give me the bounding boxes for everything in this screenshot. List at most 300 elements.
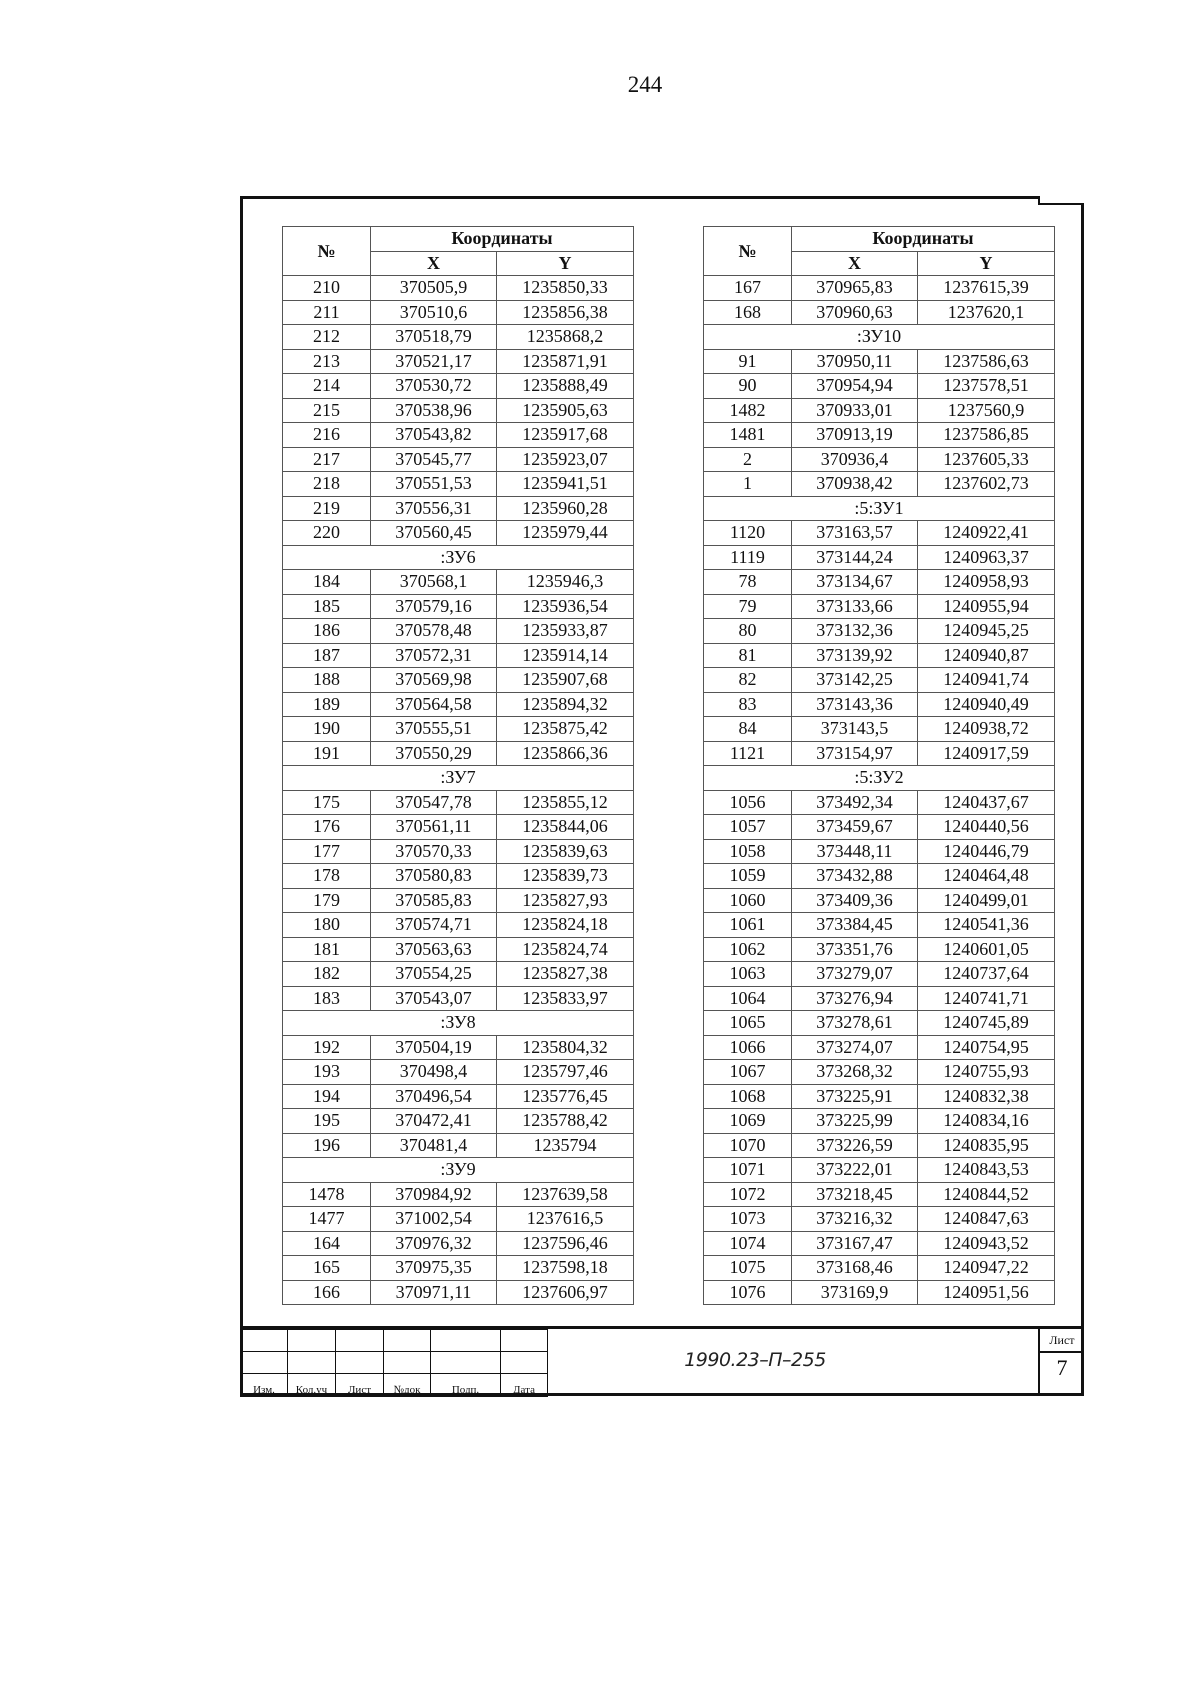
x-coordinate-cell: 370504,19 <box>371 1035 497 1060</box>
x-coordinate-cell: 373216,32 <box>792 1207 918 1232</box>
y-coordinate-cell: 1235917,68 <box>497 423 634 448</box>
point-number-cell: 81 <box>704 643 792 668</box>
coordinates-table-left <box>282 226 634 1305</box>
stamp-label-count: Кол.уч <box>288 1374 336 1397</box>
section-row <box>704 766 1055 791</box>
point-number-cell: 186 <box>283 619 371 644</box>
x-coordinate-cell: 373144,24 <box>792 545 918 570</box>
x-coordinate-cell: 370975,35 <box>371 1256 497 1281</box>
point-number-cell: 168 <box>704 300 792 325</box>
point-number-cell: 189 <box>283 692 371 717</box>
point-number-cell: 182 <box>283 962 371 987</box>
y-coordinate-cell: 1240844,52 <box>918 1182 1055 1207</box>
table-row <box>704 1158 1055 1183</box>
y-coordinate-cell: 1240832,38 <box>918 1084 1055 1109</box>
point-number-cell: 183 <box>283 986 371 1011</box>
table-row <box>283 790 634 815</box>
header-number: № <box>283 227 371 276</box>
x-coordinate-cell: 370579,16 <box>371 594 497 619</box>
point-number-cell: 1063 <box>704 962 792 987</box>
y-coordinate-cell: 1240945,25 <box>918 619 1055 644</box>
point-number-cell: 220 <box>283 521 371 546</box>
x-coordinate-cell: 370538,96 <box>371 398 497 423</box>
point-number-cell: 176 <box>283 815 371 840</box>
x-coordinate-cell: 373384,45 <box>792 913 918 938</box>
x-coordinate-cell: 370960,63 <box>792 300 918 325</box>
y-coordinate-cell: 1237586,63 <box>918 349 1055 374</box>
table-row <box>704 570 1055 595</box>
table-row <box>283 643 634 668</box>
point-number-cell: 1074 <box>704 1231 792 1256</box>
table-row <box>704 1280 1055 1305</box>
y-coordinate-cell: 1240741,71 <box>918 986 1055 1011</box>
point-number-cell: 210 <box>283 276 371 301</box>
y-coordinate-cell: 1235871,91 <box>497 349 634 374</box>
table-row <box>283 594 634 619</box>
table-row <box>704 423 1055 448</box>
x-coordinate-cell: 370568,1 <box>371 570 497 595</box>
table-row <box>704 1231 1055 1256</box>
y-coordinate-cell: 1235804,32 <box>497 1035 634 1060</box>
table-row <box>704 1084 1055 1109</box>
x-coordinate-cell: 370954,94 <box>792 374 918 399</box>
point-number-cell: 80 <box>704 619 792 644</box>
x-coordinate-cell: 373226,59 <box>792 1133 918 1158</box>
y-coordinate-cell: 1237615,39 <box>918 276 1055 301</box>
y-coordinate-cell: 1235850,33 <box>497 276 634 301</box>
x-coordinate-cell: 373139,92 <box>792 643 918 668</box>
y-coordinate-cell: 1235960,28 <box>497 496 634 521</box>
header-x: X <box>792 251 918 276</box>
y-coordinate-cell: 1235979,44 <box>497 521 634 546</box>
point-number-cell: 181 <box>283 937 371 962</box>
x-coordinate-cell: 370561,11 <box>371 815 497 840</box>
table-row <box>704 276 1055 301</box>
table-row <box>704 1060 1055 1085</box>
point-number-cell: 83 <box>704 692 792 717</box>
y-coordinate-cell: 1235797,46 <box>497 1060 634 1085</box>
table-row <box>704 594 1055 619</box>
x-coordinate-cell: 370950,11 <box>792 349 918 374</box>
point-number-cell: 1075 <box>704 1256 792 1281</box>
point-number-cell: 188 <box>283 668 371 693</box>
x-coordinate-cell: 370550,29 <box>371 741 497 766</box>
y-coordinate-cell: 1235907,68 <box>497 668 634 693</box>
point-number-cell: 211 <box>283 300 371 325</box>
point-number-cell: 1 <box>704 472 792 497</box>
table-row <box>283 521 634 546</box>
x-coordinate-cell: 373278,61 <box>792 1011 918 1036</box>
section-row <box>283 1158 634 1183</box>
y-coordinate-cell: 1240917,59 <box>918 741 1055 766</box>
table-row <box>704 447 1055 472</box>
y-coordinate-cell: 1235936,54 <box>497 594 634 619</box>
point-number-cell: 2 <box>704 447 792 472</box>
point-number-cell: 1070 <box>704 1133 792 1158</box>
section-label: :ЗУ7 <box>283 766 634 791</box>
y-coordinate-cell: 1235833,97 <box>497 986 634 1011</box>
point-number-cell: 165 <box>283 1256 371 1281</box>
point-number-cell: 194 <box>283 1084 371 1109</box>
point-number-cell: 167 <box>704 276 792 301</box>
x-coordinate-cell: 373225,91 <box>792 1084 918 1109</box>
section-row <box>704 496 1055 521</box>
y-coordinate-cell: 1240745,89 <box>918 1011 1055 1036</box>
y-coordinate-cell: 1240440,56 <box>918 815 1055 840</box>
y-coordinate-cell: 1237605,33 <box>918 447 1055 472</box>
y-coordinate-cell: 1235827,38 <box>497 962 634 987</box>
point-number-cell: 1481 <box>704 423 792 448</box>
y-coordinate-cell: 1237616,5 <box>497 1207 634 1232</box>
table-row <box>704 790 1055 815</box>
x-coordinate-cell: 370976,32 <box>371 1231 497 1256</box>
table-row <box>283 962 634 987</box>
table-row <box>704 962 1055 987</box>
point-number-cell: 1067 <box>704 1060 792 1085</box>
x-coordinate-cell: 373351,76 <box>792 937 918 962</box>
x-coordinate-cell: 370510,6 <box>371 300 497 325</box>
y-coordinate-cell: 1237586,85 <box>918 423 1055 448</box>
table-row <box>704 815 1055 840</box>
section-row <box>704 325 1055 350</box>
y-coordinate-cell: 1235888,49 <box>497 374 634 399</box>
y-coordinate-cell: 1240955,94 <box>918 594 1055 619</box>
x-coordinate-cell: 373132,36 <box>792 619 918 644</box>
y-coordinate-cell: 1240958,93 <box>918 570 1055 595</box>
sheet-number: 7 <box>1056 1355 1068 1380</box>
point-number-cell: 1477 <box>283 1207 371 1232</box>
point-number-cell: 1060 <box>704 888 792 913</box>
x-coordinate-cell: 370530,72 <box>371 374 497 399</box>
x-coordinate-cell: 370551,53 <box>371 472 497 497</box>
x-coordinate-cell: 370936,4 <box>792 447 918 472</box>
table-row <box>283 374 634 399</box>
y-coordinate-cell: 1235856,38 <box>497 300 634 325</box>
header-y: Y <box>497 251 634 276</box>
table-row <box>283 1256 634 1281</box>
y-coordinate-cell: 1235868,2 <box>497 325 634 350</box>
x-coordinate-cell: 370984,92 <box>371 1182 497 1207</box>
y-coordinate-cell: 1240834,16 <box>918 1109 1055 1134</box>
y-coordinate-cell: 1235844,06 <box>497 815 634 840</box>
x-coordinate-cell: 370572,31 <box>371 643 497 668</box>
table-row <box>283 1182 634 1207</box>
point-number-cell: 1061 <box>704 913 792 938</box>
table-body-right <box>704 276 1055 1305</box>
x-coordinate-cell: 370585,83 <box>371 888 497 913</box>
section-row <box>283 766 634 791</box>
section-row <box>283 1011 634 1036</box>
x-coordinate-cell: 370574,71 <box>371 913 497 938</box>
table-row <box>704 349 1055 374</box>
x-coordinate-cell: 370578,48 <box>371 619 497 644</box>
table-row <box>283 717 634 742</box>
table-row <box>704 472 1055 497</box>
point-number-cell: 1071 <box>704 1158 792 1183</box>
point-number-cell: 1059 <box>704 864 792 889</box>
table-row <box>704 1109 1055 1134</box>
x-coordinate-cell: 370555,51 <box>371 717 497 742</box>
table-row <box>283 496 634 521</box>
x-coordinate-cell: 370965,83 <box>792 276 918 301</box>
y-coordinate-cell: 1240938,72 <box>918 717 1055 742</box>
y-coordinate-cell: 1240835,95 <box>918 1133 1055 1158</box>
section-label: :ЗУ8 <box>283 1011 634 1036</box>
table-row <box>283 741 634 766</box>
sheet-box <box>1038 1329 1084 1396</box>
point-number-cell: 193 <box>283 1060 371 1085</box>
point-number-cell: 1062 <box>704 937 792 962</box>
point-number-cell: 180 <box>283 913 371 938</box>
table-row <box>283 815 634 840</box>
x-coordinate-cell: 370518,79 <box>371 325 497 350</box>
header-coordinates: Координаты <box>792 227 1055 252</box>
y-coordinate-cell: 1235894,32 <box>497 692 634 717</box>
y-coordinate-cell: 1235946,3 <box>497 570 634 595</box>
y-coordinate-cell: 1240940,87 <box>918 643 1055 668</box>
table-row <box>283 300 634 325</box>
table-row <box>283 325 634 350</box>
point-number-cell: 1076 <box>704 1280 792 1305</box>
point-number-cell: 219 <box>283 496 371 521</box>
x-coordinate-cell: 373268,32 <box>792 1060 918 1085</box>
x-coordinate-cell: 373459,67 <box>792 815 918 840</box>
x-coordinate-cell: 373169,9 <box>792 1280 918 1305</box>
point-number-cell: 1064 <box>704 986 792 1011</box>
stamp-label-sheet: Лист <box>336 1374 384 1397</box>
y-coordinate-cell: 1240922,41 <box>918 521 1055 546</box>
y-coordinate-cell: 1237598,18 <box>497 1256 634 1281</box>
x-coordinate-cell: 373143,5 <box>792 717 918 742</box>
y-coordinate-cell: 1235875,42 <box>497 717 634 742</box>
point-number-cell: 1121 <box>704 741 792 766</box>
x-coordinate-cell: 370913,19 <box>792 423 918 448</box>
table-row <box>704 864 1055 889</box>
table-row <box>283 1084 634 1109</box>
point-number-cell: 1069 <box>704 1109 792 1134</box>
table-row <box>283 570 634 595</box>
table-row <box>704 913 1055 938</box>
point-number-cell: 179 <box>283 888 371 913</box>
table-row <box>704 1035 1055 1060</box>
point-number-cell: 213 <box>283 349 371 374</box>
point-number-cell: 195 <box>283 1109 371 1134</box>
table-row <box>704 741 1055 766</box>
table-row <box>283 398 634 423</box>
x-coordinate-cell: 373167,47 <box>792 1231 918 1256</box>
point-number-cell: 191 <box>283 741 371 766</box>
table-row <box>283 913 634 938</box>
table-row <box>704 888 1055 913</box>
table-row <box>704 668 1055 693</box>
table-row <box>704 521 1055 546</box>
y-coordinate-cell: 1235788,42 <box>497 1109 634 1134</box>
table-row <box>283 888 634 913</box>
point-number-cell: 164 <box>283 1231 371 1256</box>
point-number-cell: 1119 <box>704 545 792 570</box>
point-number-cell: 1478 <box>283 1182 371 1207</box>
x-coordinate-cell: 370560,45 <box>371 521 497 546</box>
x-coordinate-cell: 373168,46 <box>792 1256 918 1281</box>
point-number-cell: 218 <box>283 472 371 497</box>
y-coordinate-cell: 1240947,22 <box>918 1256 1055 1281</box>
corner-mark <box>1038 196 1084 205</box>
revision-grid <box>240 1329 548 1397</box>
x-coordinate-cell: 370556,31 <box>371 496 497 521</box>
table-row <box>704 545 1055 570</box>
x-coordinate-cell: 370521,17 <box>371 349 497 374</box>
x-coordinate-cell: 370938,42 <box>792 472 918 497</box>
point-number-cell: 1482 <box>704 398 792 423</box>
x-coordinate-cell: 370481,4 <box>371 1133 497 1158</box>
x-coordinate-cell: 370498,4 <box>371 1060 497 1085</box>
x-coordinate-cell: 373218,45 <box>792 1182 918 1207</box>
table-row <box>283 276 634 301</box>
y-coordinate-cell: 1235794 <box>497 1133 634 1158</box>
section-row <box>283 545 634 570</box>
table-row <box>283 1133 634 1158</box>
point-number-cell: 1066 <box>704 1035 792 1060</box>
point-number-cell: 217 <box>283 447 371 472</box>
table-row <box>283 447 634 472</box>
x-coordinate-cell: 370933,01 <box>792 398 918 423</box>
table-row <box>283 692 634 717</box>
coordinates-table-right <box>703 226 1055 1305</box>
y-coordinate-cell: 1240541,36 <box>918 913 1055 938</box>
table-row <box>283 668 634 693</box>
point-number-cell: 1072 <box>704 1182 792 1207</box>
y-coordinate-cell: 1237596,46 <box>497 1231 634 1256</box>
point-number-cell: 216 <box>283 423 371 448</box>
header-x: X <box>371 251 497 276</box>
y-coordinate-cell: 1237560,9 <box>918 398 1055 423</box>
table-row <box>704 1182 1055 1207</box>
y-coordinate-cell: 1240464,48 <box>918 864 1055 889</box>
title-block <box>240 1326 1084 1396</box>
point-number-cell: 79 <box>704 594 792 619</box>
table-row <box>283 423 634 448</box>
header-coordinates: Координаты <box>371 227 634 252</box>
y-coordinate-cell: 1237639,58 <box>497 1182 634 1207</box>
table-row <box>283 864 634 889</box>
y-coordinate-cell: 1235914,14 <box>497 643 634 668</box>
x-coordinate-cell: 373276,94 <box>792 986 918 1011</box>
y-coordinate-cell: 1235941,51 <box>497 472 634 497</box>
point-number-cell: 184 <box>283 570 371 595</box>
y-coordinate-cell: 1240437,67 <box>918 790 1055 815</box>
page-number: 244 <box>627 72 663 97</box>
point-number-cell: 187 <box>283 643 371 668</box>
y-coordinate-cell: 1240601,05 <box>918 937 1055 962</box>
y-coordinate-cell: 1235839,73 <box>497 864 634 889</box>
point-number-cell: 1068 <box>704 1084 792 1109</box>
x-coordinate-cell: 370545,77 <box>371 447 497 472</box>
table-row <box>283 1207 634 1232</box>
point-number-cell: 1120 <box>704 521 792 546</box>
x-coordinate-cell: 373492,34 <box>792 790 918 815</box>
stamp-label-doc-number: №док <box>384 1374 431 1397</box>
x-coordinate-cell: 373142,25 <box>792 668 918 693</box>
y-coordinate-cell: 1240843,53 <box>918 1158 1055 1183</box>
table-row <box>283 472 634 497</box>
y-coordinate-cell: 1237620,1 <box>918 300 1055 325</box>
table-row <box>283 349 634 374</box>
x-coordinate-cell: 373448,11 <box>792 839 918 864</box>
y-coordinate-cell: 1235923,07 <box>497 447 634 472</box>
table-row <box>283 937 634 962</box>
point-number-cell: 1073 <box>704 1207 792 1232</box>
table-row <box>704 839 1055 864</box>
point-number-cell: 192 <box>283 1035 371 1060</box>
y-coordinate-cell: 1237602,73 <box>918 472 1055 497</box>
point-number-cell: 78 <box>704 570 792 595</box>
table-row <box>704 986 1055 1011</box>
y-coordinate-cell: 1235905,63 <box>497 398 634 423</box>
y-coordinate-cell: 1235824,18 <box>497 913 634 938</box>
y-coordinate-cell: 1240499,01 <box>918 888 1055 913</box>
section-label: :5:ЗУ1 <box>704 496 1055 521</box>
point-number-cell: 1057 <box>704 815 792 840</box>
stamp-label-date: Дата <box>501 1374 548 1397</box>
x-coordinate-cell: 373432,88 <box>792 864 918 889</box>
stamp-label-signature: Подп. <box>431 1374 501 1397</box>
y-coordinate-cell: 1235827,93 <box>497 888 634 913</box>
y-coordinate-cell: 1235855,12 <box>497 790 634 815</box>
table-row <box>704 937 1055 962</box>
x-coordinate-cell: 373225,99 <box>792 1109 918 1134</box>
table-row <box>704 398 1055 423</box>
x-coordinate-cell: 370564,58 <box>371 692 497 717</box>
x-coordinate-cell: 373134,67 <box>792 570 918 595</box>
table-row <box>704 1011 1055 1036</box>
point-number-cell: 84 <box>704 717 792 742</box>
table-row <box>704 692 1055 717</box>
sheet-label: Лист <box>1040 1330 1084 1353</box>
y-coordinate-cell: 1235839,63 <box>497 839 634 864</box>
y-coordinate-cell: 1240963,37 <box>918 545 1055 570</box>
point-number-cell: 1056 <box>704 790 792 815</box>
x-coordinate-cell: 370496,54 <box>371 1084 497 1109</box>
x-coordinate-cell: 370570,33 <box>371 839 497 864</box>
point-number-cell: 1058 <box>704 839 792 864</box>
x-coordinate-cell: 370472,41 <box>371 1109 497 1134</box>
section-label: :ЗУ9 <box>283 1158 634 1183</box>
point-number-cell: 185 <box>283 594 371 619</box>
section-label: :ЗУ6 <box>283 545 634 570</box>
point-number-cell: 90 <box>704 374 792 399</box>
point-number-cell: 190 <box>283 717 371 742</box>
table-row <box>283 619 634 644</box>
x-coordinate-cell: 373274,07 <box>792 1035 918 1060</box>
table-row <box>283 1060 634 1085</box>
table-row <box>283 986 634 1011</box>
y-coordinate-cell: 1240737,64 <box>918 962 1055 987</box>
point-number-cell: 212 <box>283 325 371 350</box>
y-coordinate-cell: 1240847,63 <box>918 1207 1055 1232</box>
point-number-cell: 82 <box>704 668 792 693</box>
x-coordinate-cell: 370505,9 <box>371 276 497 301</box>
table-row <box>704 619 1055 644</box>
y-coordinate-cell: 1240940,49 <box>918 692 1055 717</box>
point-number-cell: 215 <box>283 398 371 423</box>
y-coordinate-cell: 1235776,45 <box>497 1084 634 1109</box>
point-number-cell: 177 <box>283 839 371 864</box>
x-coordinate-cell: 370971,11 <box>371 1280 497 1305</box>
table-row <box>704 643 1055 668</box>
header-y: Y <box>918 251 1055 276</box>
y-coordinate-cell: 1235866,36 <box>497 741 634 766</box>
table-row <box>704 717 1055 742</box>
